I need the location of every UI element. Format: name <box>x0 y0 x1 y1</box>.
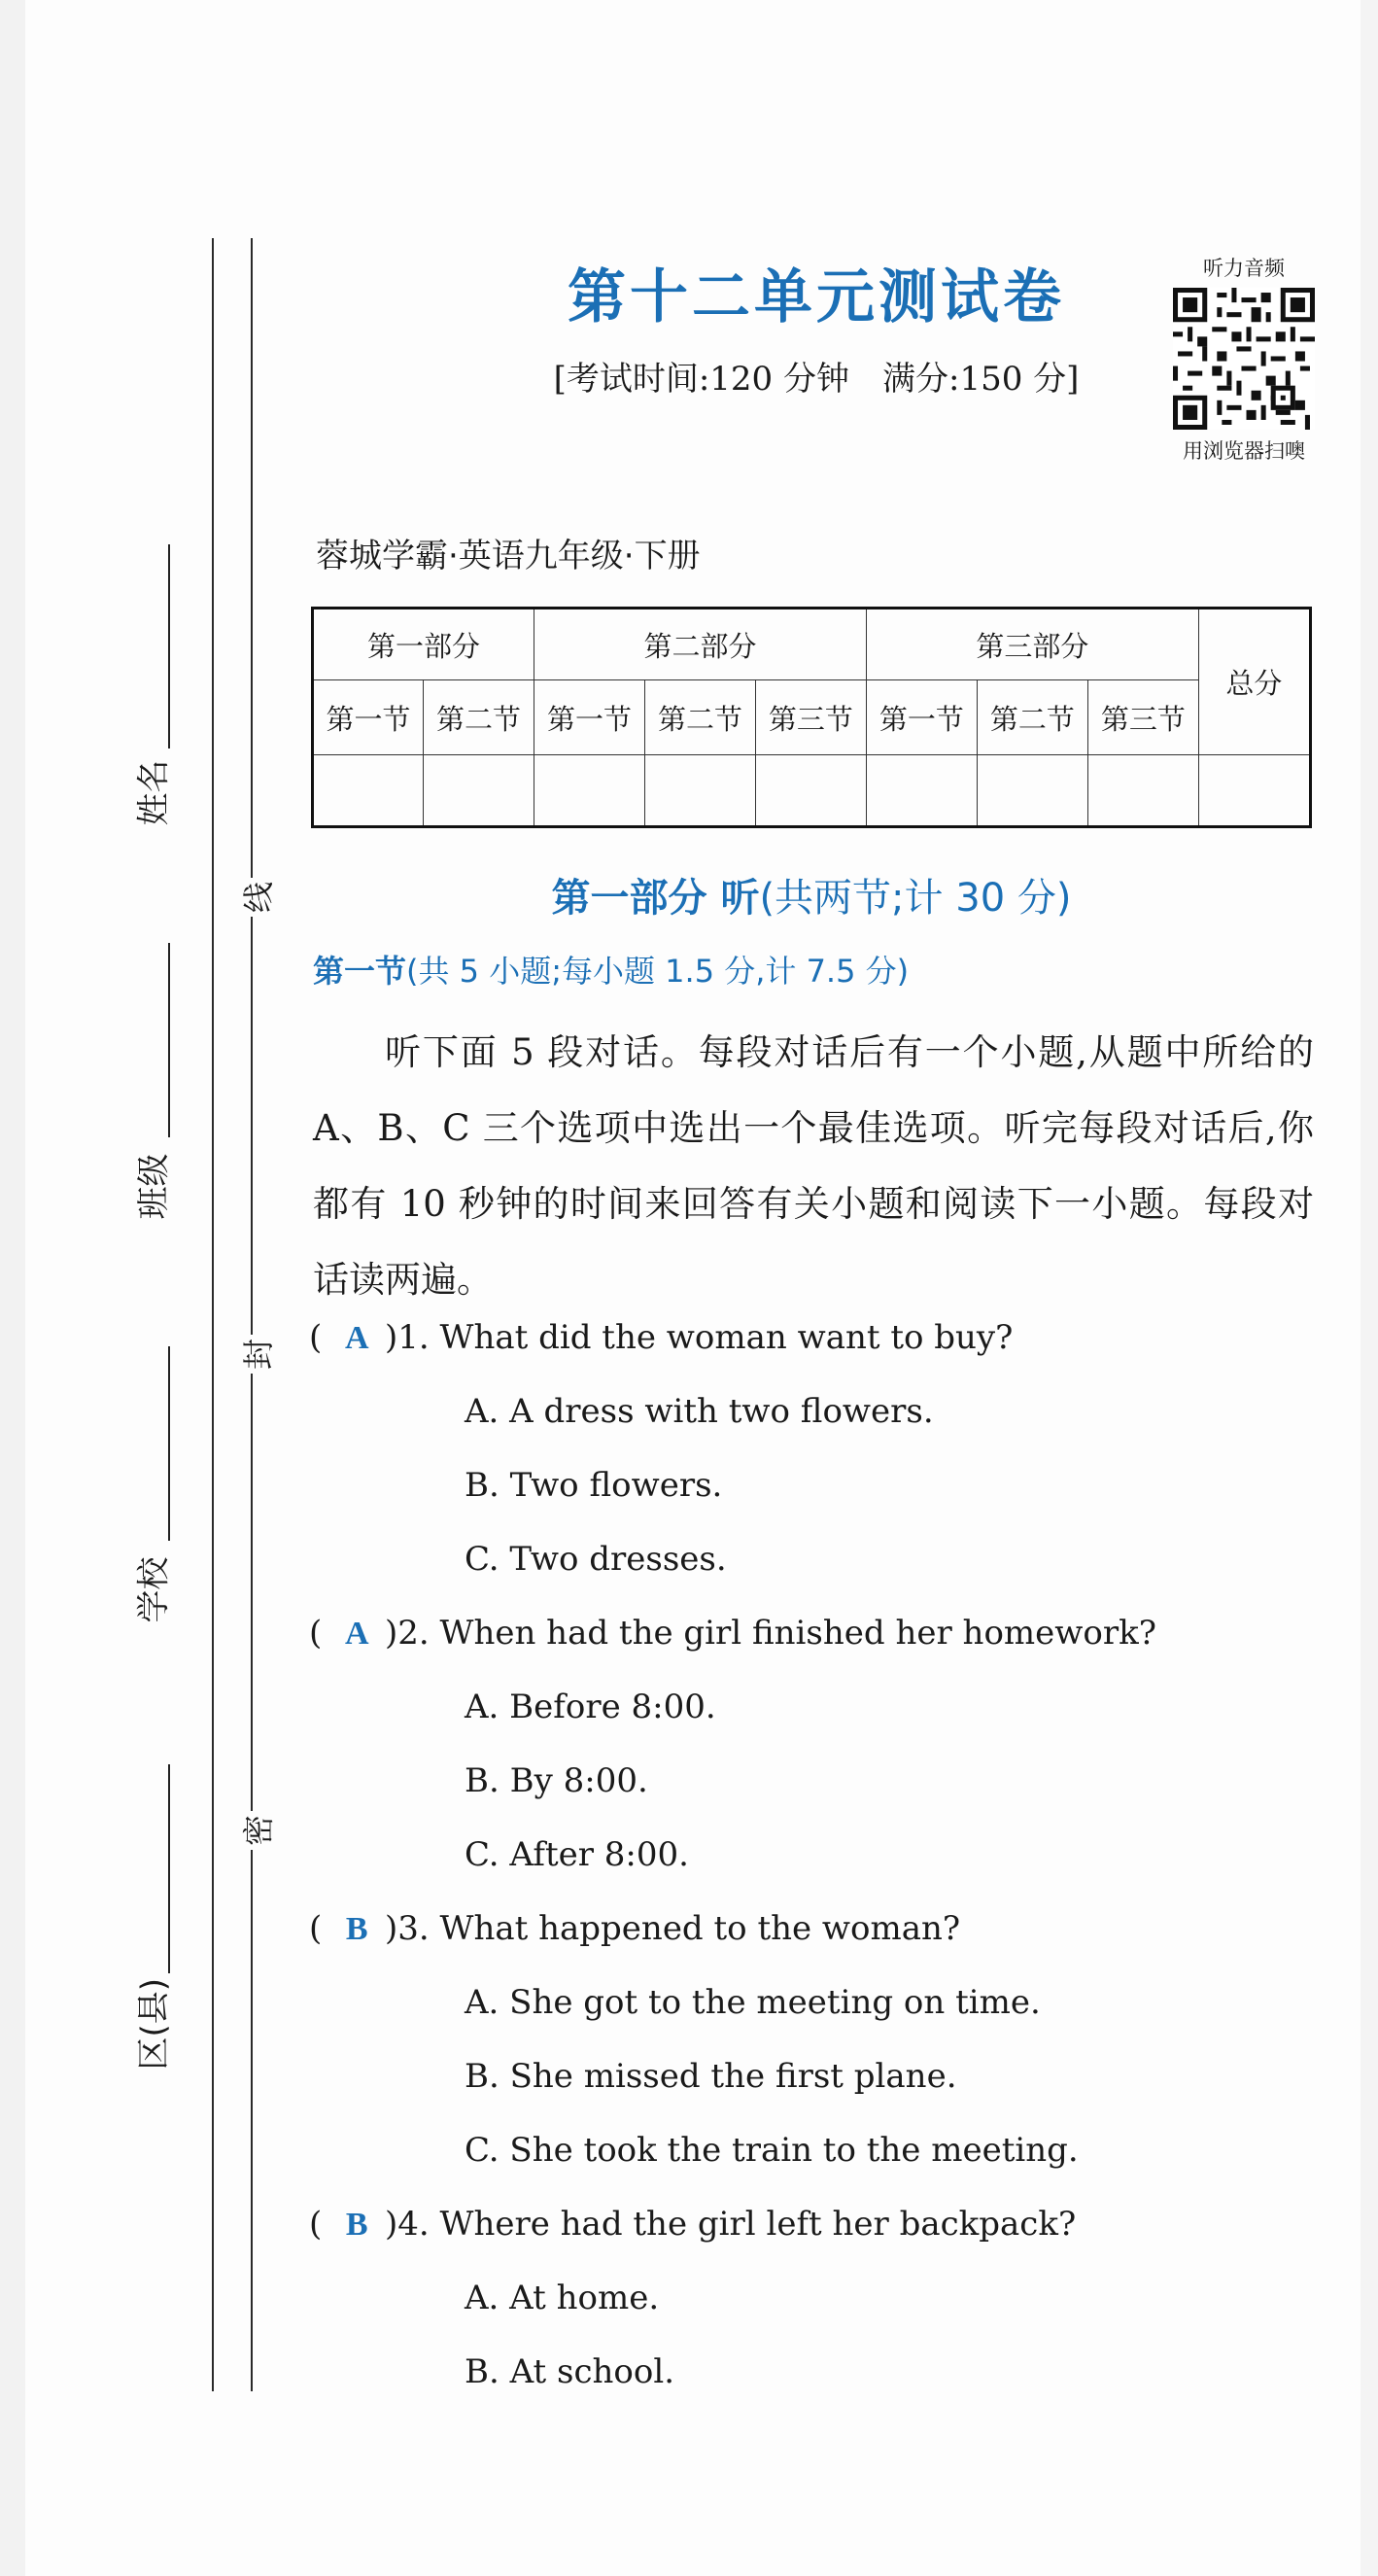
section-header: 第二节 <box>644 680 755 755</box>
answer-blank[interactable]: ( A <box>309 1614 459 1653</box>
answer-mark: A <box>344 1320 369 1356</box>
total-score-cell[interactable] <box>1198 755 1310 827</box>
score-cell[interactable] <box>644 755 755 827</box>
answer-blank[interactable]: ( B <box>309 1909 459 1948</box>
option[interactable]: A. A dress with two flowers. <box>465 1392 934 1431</box>
section1-title-sub: (共 5 小题;每小题 1.5 分,计 7.5 分) <box>406 953 910 990</box>
option[interactable]: A. At home. <box>465 2279 660 2317</box>
option[interactable]: C. After 8:00. <box>465 1835 689 1874</box>
name-field <box>121 544 180 836</box>
option[interactable]: C. She took the train to the meeting. <box>465 2131 1079 2170</box>
section-header: 第一节 <box>866 680 977 755</box>
qr-top-caption: 听力音频 <box>1203 257 1285 280</box>
qr-block <box>1166 253 1322 465</box>
qr-code-icon[interactable] <box>1173 288 1315 430</box>
seal-char-feng: 封 <box>234 1335 279 1374</box>
question-1 <box>309 1318 1013 1357</box>
answer-blank[interactable]: ( B <box>309 2205 459 2244</box>
district-field <box>121 1764 180 2085</box>
seal-char-mi: 密 <box>234 1811 279 1850</box>
binding-line-inner <box>251 238 253 2391</box>
option[interactable]: B. By 8:00. <box>465 1761 648 1800</box>
option[interactable]: B. Two flowers. <box>465 1466 723 1505</box>
part-header-2: 第二部分 <box>534 609 866 680</box>
option[interactable]: C. Two dresses. <box>465 1540 727 1579</box>
seal-char-xian: 线 <box>234 878 279 917</box>
name-blank[interactable] <box>168 544 170 748</box>
answer-mark: B <box>345 1911 368 1947</box>
book-label: 蓉城学霸·英语九年级·下册 <box>316 537 701 575</box>
question-4 <box>309 2205 1076 2244</box>
option[interactable]: B. She missed the first plane. <box>465 2057 957 2096</box>
score-cell[interactable] <box>977 755 1087 827</box>
class-label: 班级 <box>134 1153 174 1220</box>
section-header: 第一节 <box>534 680 644 755</box>
question-2 <box>309 1614 1156 1653</box>
page-edge-left <box>0 0 25 2576</box>
district-blank[interactable] <box>168 1764 170 1973</box>
answer-mark: A <box>344 1616 369 1652</box>
part-header-3: 第三部分 <box>866 609 1198 680</box>
option[interactable]: A. She got to the meeting on time. <box>465 1983 1041 2022</box>
class-blank[interactable] <box>168 943 170 1137</box>
section-header: 第一节 <box>313 680 424 755</box>
part1-title-main: 第一部分 听 <box>551 876 760 921</box>
section1-instructions: 听下面 5 段对话。每段对话后有一个小题,从题中所给的 A、B、C 三个选项中选出一个最佳选项。听完每段对话后,你都有 10 秒钟的时间来回答有关小题和阅读下一小题。每段对话读两遍。 <box>313 1031 1314 1301</box>
school-label: 学校 <box>134 1556 174 1623</box>
part1-title-sub: (共两节;计 30 分) <box>759 876 1072 921</box>
page-title: 第十二单元测试卷 <box>568 263 1065 331</box>
section-header: 第三节 <box>1087 680 1198 755</box>
page-edge-right <box>1361 0 1378 2576</box>
question-stem: )4. Where had the girl left her backpack? <box>385 2205 1077 2244</box>
score-cell[interactable] <box>755 755 866 827</box>
section-header: 第三节 <box>755 680 866 755</box>
qr-bottom-caption: 用浏览器扫噢 <box>1183 439 1305 463</box>
score-cell[interactable] <box>534 755 644 827</box>
part1-title <box>311 867 1312 922</box>
score-table <box>311 607 1312 828</box>
exam-meta: [考试时间:120 分钟 满分:150 分] <box>553 360 1080 399</box>
school-blank[interactable] <box>168 1346 170 1541</box>
score-cell[interactable] <box>313 755 424 827</box>
total-header: 总分 <box>1198 609 1310 755</box>
school-field <box>121 1346 180 1638</box>
binding-line-outer <box>212 238 214 2391</box>
option[interactable]: A. Before 8:00. <box>465 1688 716 1726</box>
score-cell[interactable] <box>423 755 534 827</box>
question-3 <box>309 1909 960 1948</box>
part-header-1: 第一部分 <box>313 609 534 680</box>
class-field <box>121 943 180 1235</box>
score-cell[interactable] <box>1087 755 1198 827</box>
question-stem: )2. When had the girl finished her homework? <box>385 1614 1156 1653</box>
section1-title-main: 第一节 <box>313 953 407 990</box>
answer-blank[interactable]: ( A <box>309 1318 459 1357</box>
section-header: 第二节 <box>423 680 534 755</box>
name-label: 姓名 <box>134 759 174 826</box>
section-header: 第二节 <box>977 680 1087 755</box>
answer-mark: B <box>345 2207 368 2243</box>
option[interactable]: B. At school. <box>465 2352 675 2391</box>
question-stem: )1. What did the woman want to buy? <box>385 1318 1014 1357</box>
question-stem: )3. What happened to the woman? <box>385 1909 961 1948</box>
section1-title <box>313 947 909 992</box>
score-cell[interactable] <box>866 755 977 827</box>
district-label: 区(县) <box>134 1977 174 2071</box>
